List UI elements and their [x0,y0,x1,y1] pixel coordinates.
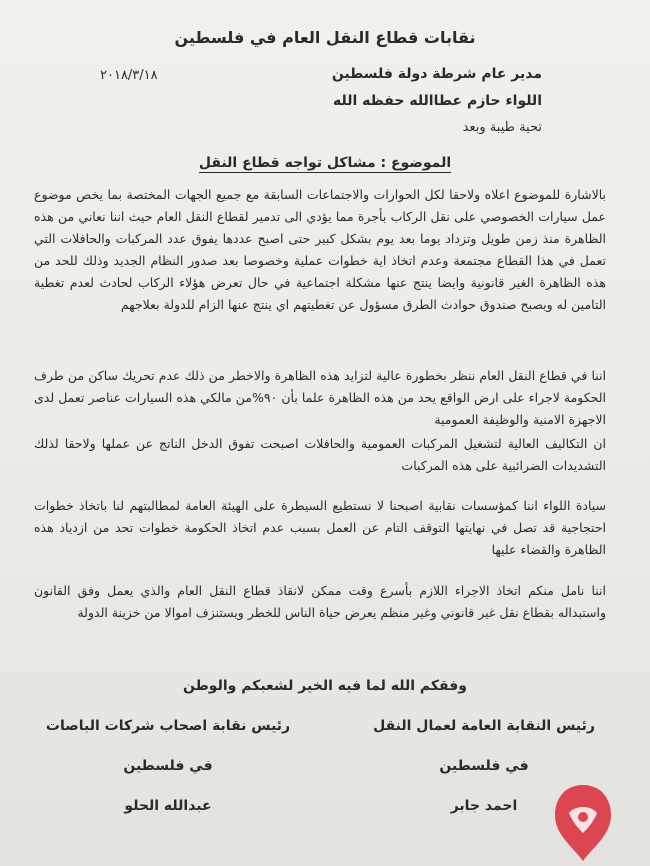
signature-place: في فلسطين [123,758,213,774]
paragraph-4: سيادة اللواء اننا كمؤسسات نقابية اصبحنا لا نستطيع السيطرة على الهيئة العامة لمطالبتهم لنا باتخاذ خطوات احتجاجية قد تصل في نهايتها التوقف التام عن العمل بسبب عدم اتخاذ الحكومة خطوات تحد من ازدياد هذه الظاهرة والقضاء عليها [34,498,606,557]
greeting: تحية طيبة وبعد [462,120,542,135]
signature-title: رئيس نقابة اصحاب شركات الباصات [45,718,291,734]
signature-block-left [28,718,308,838]
closing-line: وفقكم الله لما فيه الخير لشعبكم والوطن [183,678,467,694]
letterhead-title: نقابات قطاع النقل العام في فلسطين [174,28,476,47]
subject-text: الموضوع : مشاكل تواجه قطاع النقل [198,155,452,171]
signature-place: في فلسطين [439,758,529,774]
paragraph-1: بالاشارة للموضوع اعلاه ولاحقا لكل الحوارات والاجتماعات السابقة مع جميع الجهات المختصة بما يخص موضوع عمل سيارات الخصوصي على نقل الركاب بأجرة مما يؤدي الى تدمير لقطاع النقل العام حيث اننا نعاني من هذه الظاهرة منذ زمن طويل وتزداد يوما بعد يوم بشكل كبير حتى اصبح عددها يفوق عدد المركبات والحافلات التي تعمل في هذا القطاع مجتمعة وعدم اتخاذ اية خطوات عملية وخصوصا بعد صدور النظام الجديد وذلك للحد من هذه الظاهرة الغير قانونية وايضا ينتج عنها مشكلة اجتماعية في حال تعرض هؤلاء الركاب لحادث لعدم تغطية التامين له ويصبح صندوق حوادث الطرق مسؤول عن تغطيتهم اي ينتج عنها الزام للدولة بعلاجهم [34,187,606,312]
signature-title: رئيس النقابة العامة لعمال النقل [373,718,595,734]
news-logo-icon [553,783,613,863]
paragraph-3: ان التكاليف العالية لتشغيل المركبات العمومية والحافلات اصبحت تفوق الدخل الناتج عن عملها ولاحقا لذلك التشديدات الضرائبية على هذه المركبات [34,436,606,473]
recipient-line-1: مدير عام شرطة دولة فلسطين [331,66,542,82]
signature-name: عبدالله الحلو [124,798,212,814]
subject-line [0,155,650,171]
letter-date: ٢٠١٨/٣/١٨ [100,68,158,83]
paragraph-2: اننا في قطاع النقل العام ننظر بخطورة عالية لتزايد هذه الظاهرة والاخطر من ذلك عدم تحريك ساكن من طرف الحكومة لاجراء على ارض الواقع يحد من هذه الظاهرة علما بأن ٩٠%من مالكي هذه السيارات عناصر تعمل لدى الاجهزة الامنية والوظيفة العمومية [34,368,606,427]
paragraph-5: اننا نامل منكم اتخاذ الاجراء اللازم بأسرع وقت ممكن لانقاذ قطاع النقل العام والذي يعمل وفق القانون واستبداله بقطاع نقل غير قانوني وغير منظم يعرض حياة الناس للخطر ويستنزف اموالا من خزينة الدولة [34,583,606,620]
signature-name: احمد جابر [450,798,518,814]
recipient-line-2: اللواء حازم عطاالله حفظه الله [333,93,542,109]
